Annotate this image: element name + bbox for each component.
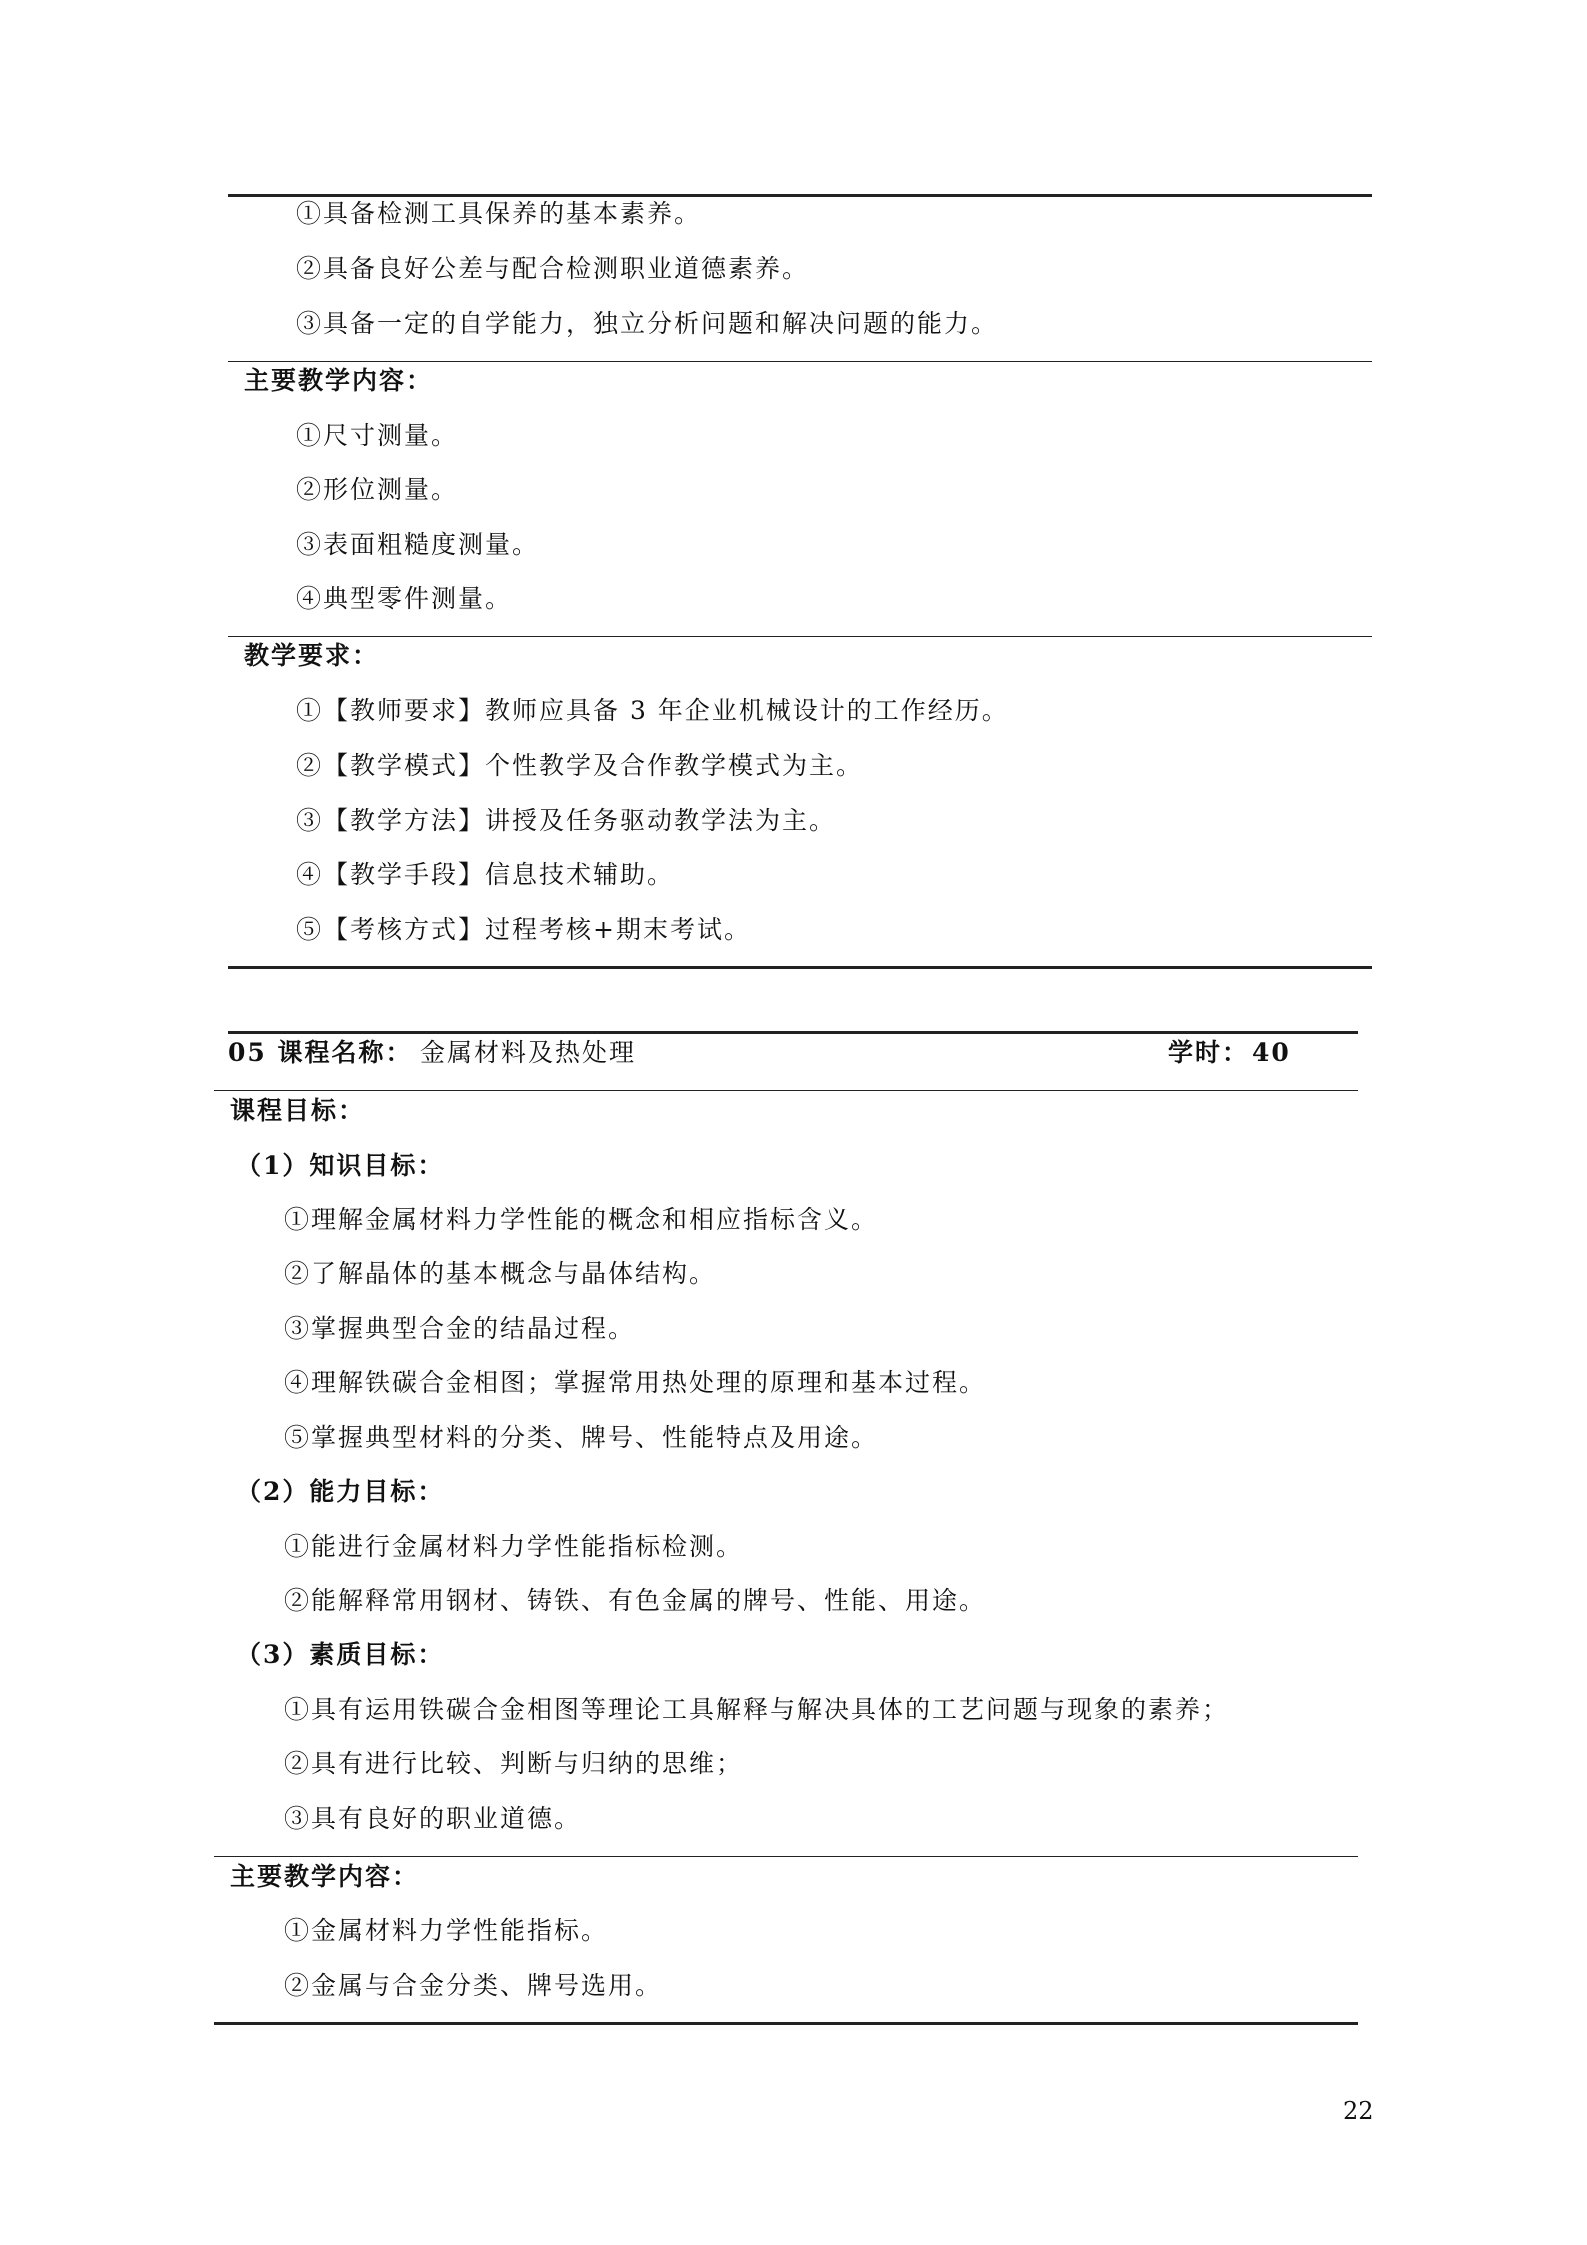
table-row-rule: [228, 636, 1372, 637]
content-heading: 主要教学内容：: [244, 366, 434, 395]
ability-item: ①能进行金属材料力学性能指标检测。: [284, 1532, 744, 1561]
page-number: 22: [1343, 2097, 1374, 2125]
quality-item: ③具备一定的自学能力，独立分析问题和解决问题的能力。: [296, 309, 999, 338]
course-name-label: 05 课程名称：: [228, 1038, 413, 1067]
content-item: ①尺寸测量。: [296, 421, 459, 450]
requirement-item: ①【教师要求】教师应具备 3 年企业机械设计的工作经历。: [296, 696, 1009, 725]
table-top-rule: [228, 194, 1372, 197]
content-heading: 主要教学内容：: [230, 1862, 420, 1891]
requirement-item: ②【教学模式】个性教学及合作教学模式为主。: [296, 751, 864, 780]
table-bottom-rule: [228, 966, 1372, 969]
content-item: ②金属与合金分类、牌号选用。: [284, 1971, 663, 2000]
ability-heading: （2）能力目标：: [236, 1477, 445, 1506]
knowledge-item: ④理解铁碳合金相图；掌握常用热处理的原理和基本过程。: [284, 1368, 987, 1397]
content-item: ①金属材料力学性能指标。: [284, 1916, 609, 1945]
knowledge-item: ①理解金属材料力学性能的概念和相应指标含义。: [284, 1205, 879, 1234]
course-table-bottom-rule: [214, 2022, 1358, 2025]
course-table-top-rule: [228, 1031, 1358, 1034]
quality-item: ②具有进行比较、判断与归纳的思维；: [284, 1749, 744, 1778]
course-hours-value: 40: [1252, 1038, 1291, 1067]
knowledge-item: ⑤掌握典型材料的分类、牌号、性能特点及用途。: [284, 1423, 879, 1452]
content-item: ②形位测量。: [296, 475, 459, 504]
quality-item: ②具备良好公差与配合检测职业道德素养。: [296, 254, 810, 283]
table-row-rule: [228, 361, 1372, 362]
ability-item: ②能解释常用钢材、铸铁、有色金属的牌号、性能、用途。: [284, 1586, 987, 1615]
content-item: ③表面粗糙度测量。: [296, 530, 540, 559]
quality-item: ①具备检测工具保养的基本素养。: [296, 199, 702, 228]
requirements-heading: 教学要求：: [244, 641, 380, 670]
knowledge-heading: （1）知识目标：: [236, 1151, 445, 1180]
course-row-rule: [214, 1856, 1358, 1857]
requirement-item: ④【教学手段】信息技术辅助。: [296, 860, 675, 889]
requirement-item: ③【教学方法】讲授及任务驱动教学法为主。: [296, 806, 837, 835]
requirement-item: ⑤【考核方式】过程考核+期末考试。: [296, 915, 751, 944]
knowledge-item: ②了解晶体的基本概念与晶体结构。: [284, 1259, 717, 1288]
content-item: ④典型零件测量。: [296, 584, 513, 613]
course-header-rule: [214, 1090, 1358, 1091]
course-name-value: 金属材料及热处理: [420, 1038, 637, 1067]
quality-heading: （3）素质目标：: [236, 1640, 445, 1669]
quality-item: ①具有运用铁碳合金相图等理论工具解释与解决具体的工艺问题与现象的素养；: [284, 1695, 1230, 1724]
quality-item: ③具有良好的职业道德。: [284, 1804, 582, 1833]
course-hours-label: 学时：: [1168, 1038, 1250, 1067]
goals-heading: 课程目标：: [230, 1096, 366, 1125]
knowledge-item: ③掌握典型合金的结晶过程。: [284, 1314, 636, 1343]
